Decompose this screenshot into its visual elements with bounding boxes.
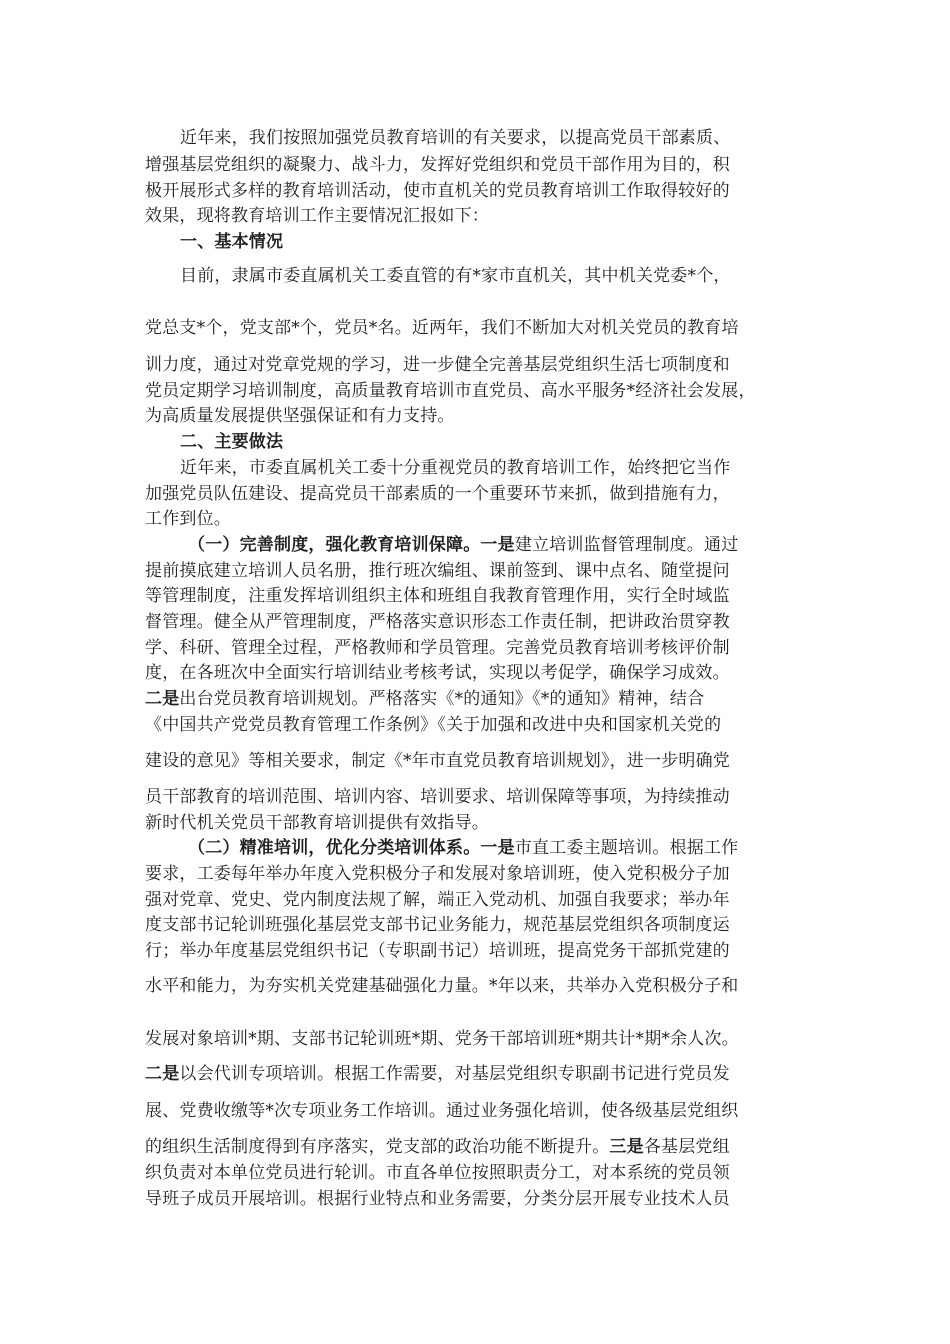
text-run: 等管理制度，注重发挥培训组织主体和班组自我教育管理作用，实行全时域监 bbox=[145, 586, 730, 606]
text-line bbox=[145, 155, 730, 175]
text-run: 目前，隶属市委直属机关工委直管的有*家市直机关，其中机关党委*个， bbox=[180, 266, 731, 286]
text-run: 新时代机关党员干部教育培训提供有效指导。 bbox=[145, 813, 489, 833]
text-line bbox=[145, 561, 730, 581]
text-line bbox=[145, 1163, 730, 1183]
text-line bbox=[145, 976, 739, 996]
text-line bbox=[188, 838, 738, 858]
text-run: 党总支*个，党支部*个，党员*名。近两年，我们不断加大对机关党员的教育培 bbox=[145, 318, 739, 338]
text-run: 以会代训专项培训。根据工作需要，对基层党组织专职副书记进行党员发 bbox=[179, 1064, 730, 1084]
text-line bbox=[145, 813, 489, 833]
text-run: 建设的意见》等相关要求，制定《*年市直党员教育培训规划》，进一步明确党 bbox=[145, 751, 730, 771]
text-line bbox=[145, 1189, 730, 1209]
bold-run: 二、主要做法 bbox=[180, 432, 284, 452]
text-line bbox=[145, 381, 756, 401]
text-run: 《中国共产党党员教育管理工作条例》《关于加强和改进中央和国家机关党的 bbox=[145, 715, 722, 735]
text-line bbox=[145, 509, 231, 529]
text-run: 织负责对本单位党员进行轮训。市直各单位按照职责分工，对本系统的党员领 bbox=[145, 1163, 730, 1183]
text-line bbox=[145, 715, 721, 735]
text-run: 发展对象培训*期、支部书记轮训班*期、党务干部培训班*期共计*期*余人次。 bbox=[145, 1029, 739, 1049]
bold-run: 一、基本情况 bbox=[180, 232, 284, 252]
text-line bbox=[188, 535, 738, 555]
text-run: 行；举办年度基层党组织书记（专职副书记）培训班，提高党务干部抓党建的 bbox=[145, 941, 730, 961]
text-line bbox=[180, 458, 730, 478]
text-line bbox=[180, 266, 731, 286]
text-line bbox=[145, 181, 730, 201]
text-line bbox=[145, 586, 730, 606]
text-run: 度支部书记轮训班强化基层党支部书记业务能力，规范基层党组织各项制度运 bbox=[145, 915, 730, 935]
text-line bbox=[145, 663, 730, 683]
text-run: 的组织生活制度得到有序落实，党支部的政治功能不断提升。 bbox=[145, 1137, 610, 1157]
bold-run: 二是 bbox=[145, 689, 180, 709]
section-heading bbox=[180, 232, 283, 252]
text-run: 党员定期学习培训制度，高质量教育培训市直党员、高水平服务*经济社会发展， bbox=[145, 381, 756, 401]
text-run: 工作到位。 bbox=[145, 509, 231, 529]
text-line bbox=[145, 890, 730, 910]
text-run: 要求，工委每年举办年度入党积极分子和发展对象培训班，使入党积极分子加 bbox=[145, 864, 730, 884]
bold-run: 三是 bbox=[609, 1137, 644, 1157]
text-line bbox=[145, 206, 489, 226]
text-run: 近年来，市委直属机关工委十分重视党员的教育培训工作，始终把它当作 bbox=[180, 458, 731, 478]
text-line bbox=[145, 612, 730, 632]
text-line bbox=[145, 638, 730, 658]
text-run: 为高质量发展提供坚强保证和有力支持。 bbox=[145, 406, 455, 426]
text-run: 极开展形式多样的教育培训活动，使市直机关的党员教育培训工作取得较好的 bbox=[145, 181, 730, 201]
section-heading bbox=[180, 432, 283, 452]
text-run: 员干部教育的培训范围、培训内容、培训要求、培训保障等事项，为持续推动 bbox=[145, 787, 730, 807]
text-run: 建立培训监督管理制度。通过 bbox=[514, 535, 739, 555]
text-line bbox=[145, 1029, 739, 1049]
text-run: 水平和能力，为夯实机关党建基础强化力量。*年以来，共举办入党积极分子和 bbox=[145, 976, 739, 996]
text-run: 督管理。健全从严管理制度，严格落实意识形态工作责任制，把讲政治贯穿教 bbox=[145, 612, 730, 632]
text-run: 度，在各班次中全面实行培训结业考核考试，实现以考促学，确保学习成效。 bbox=[145, 663, 730, 683]
bold-run: （二）精准培训，优化分类培训体系。一是 bbox=[188, 838, 515, 858]
bold-run: （一）完善制度，强化教育培训保障。一是 bbox=[188, 535, 515, 555]
text-line bbox=[145, 318, 739, 338]
text-line bbox=[145, 1064, 730, 1084]
bold-run: 二是 bbox=[145, 1064, 180, 1084]
text-line bbox=[145, 751, 730, 771]
text-run: 效果，现将教育培训工作主要情况汇报如下： bbox=[145, 206, 489, 226]
text-run: 增强基层党组织的凝聚力、战斗力，发挥好党组织和党员干部作用为目的，积 bbox=[145, 155, 730, 175]
text-line bbox=[145, 787, 730, 807]
text-run: 各基层党组 bbox=[643, 1137, 730, 1157]
text-line bbox=[145, 355, 730, 375]
text-run: 近年来，我们按照加强党员教育培训的有关要求，以提高党员干部素质、 bbox=[180, 128, 731, 148]
text-line bbox=[145, 941, 730, 961]
text-run: 导班子成员开展培训。根据行业特点和业务需要，分类分层开展专业技术人员 bbox=[145, 1189, 730, 1209]
text-line bbox=[145, 406, 455, 426]
text-line bbox=[145, 689, 704, 709]
text-run: 市直工委主题培训。根据工作 bbox=[514, 838, 739, 858]
text-line bbox=[180, 128, 730, 148]
text-line bbox=[145, 1137, 730, 1157]
text-run: 强对党章、党史、党内制度法规了解，端正入党动机、加强自我要求；举办年 bbox=[145, 890, 730, 910]
text-run: 出台党员教育培训规划。严格落实《*的通知》《*的通知》精神，结合 bbox=[179, 689, 705, 709]
text-run: 训力度，通过对党章党规的学习，进一步健全完善基层党组织生活七项制度和 bbox=[145, 355, 730, 375]
text-run: 提前摸底建立培训人员名册，推行班次编组、课前签到、课中点名、随堂提问 bbox=[145, 561, 730, 581]
text-run: 加强党员队伍建设、提高党员干部素质的一个重要环节来抓，做到措施有力， bbox=[145, 484, 730, 504]
text-line bbox=[145, 864, 730, 884]
text-line bbox=[145, 1101, 739, 1121]
text-line bbox=[145, 915, 730, 935]
text-run: 展、党费收缴等*次专项业务工作培训。通过业务强化培训，使各级基层党组织 bbox=[145, 1101, 739, 1121]
text-run: 学、科研、管理全过程，严格教师和学员管理。完善党员教育培训考核评价制 bbox=[145, 638, 730, 658]
text-line bbox=[145, 484, 730, 504]
